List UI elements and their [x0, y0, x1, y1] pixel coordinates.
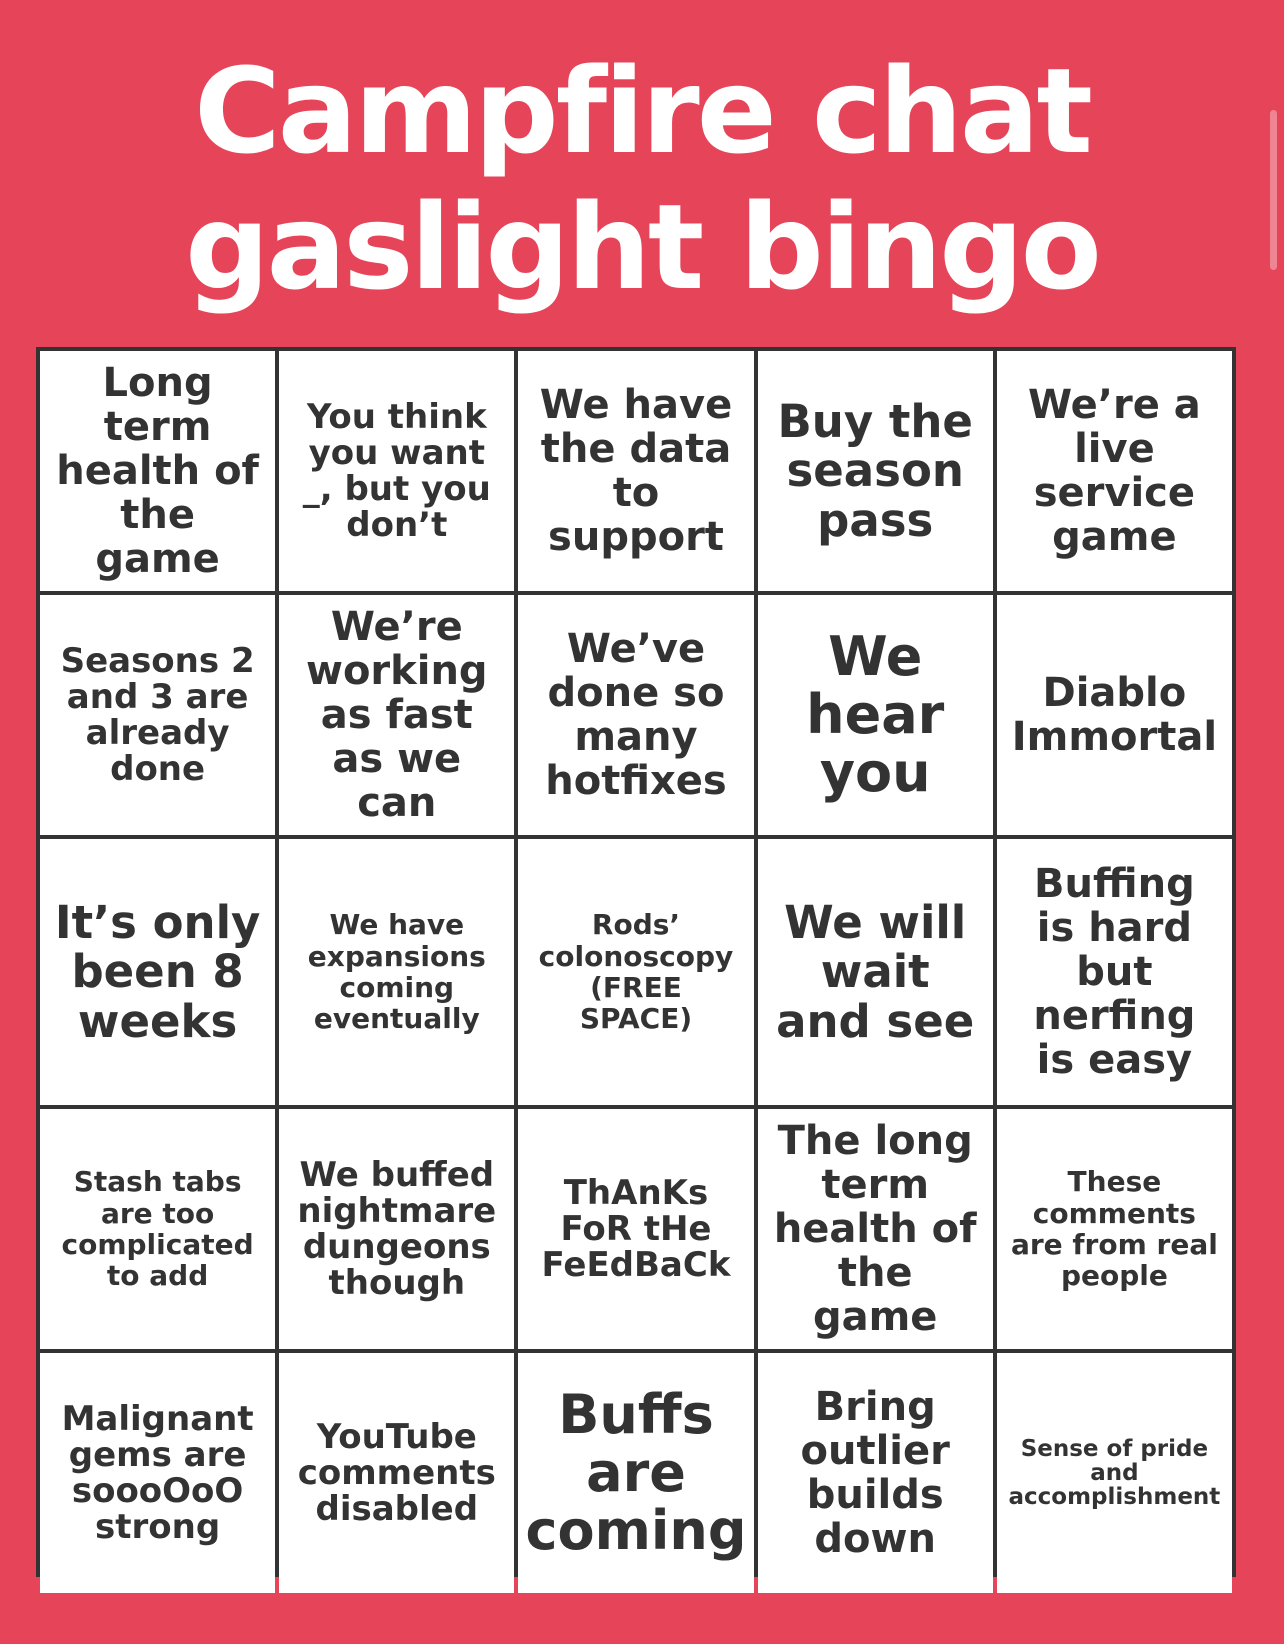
bingo-cell-text: Malignant gems are soooOoO strong [61, 1398, 254, 1548]
bingo-cell-text: We’ve done so many hotfixes [545, 626, 727, 804]
bingo-cell[interactable] [40, 595, 275, 835]
bingo-cell-text: Sense of pride and accomplishment [1008, 1435, 1221, 1511]
bingo-cell[interactable] [40, 839, 275, 1105]
bingo-cell-text: Rods’ colonoscopy (FREE SPACE) [538, 908, 734, 1036]
bingo-cell-text: Buy the season pass [777, 394, 973, 547]
bingo-cell[interactable] [758, 839, 993, 1105]
bingo-cell-text: We’re working as fast as we can [305, 604, 488, 826]
bingo-cell[interactable] [518, 351, 753, 591]
bingo-cell[interactable] [758, 351, 993, 591]
bingo-cell-text: We have the data to support [539, 382, 733, 560]
bingo-cell-text: These comments are from real people [1010, 1165, 1218, 1293]
bingo-cell-text: Diablo Immortal [1011, 670, 1218, 760]
bingo-cell[interactable] [997, 1353, 1232, 1593]
bingo-cell-text: Buffs are coming [525, 1382, 747, 1563]
bingo-cell-text: You think you want _, but you don’t [302, 396, 491, 546]
bingo-cell-text: Buffing is hard but nerfing is easy [1033, 861, 1196, 1083]
bingo-cell[interactable] [40, 351, 275, 591]
bingo-cell-text: ThAnKs FoR tHe FeEdBaCk [541, 1172, 731, 1286]
bingo-cell-text: Long term health of the game [56, 360, 259, 582]
bingo-cell[interactable] [997, 595, 1232, 835]
bingo-cell[interactable] [518, 1109, 753, 1349]
bingo-cell[interactable] [279, 839, 514, 1105]
title-line-2: gaslight bingo [185, 178, 1099, 316]
title-line-1: Campfire chat [194, 42, 1090, 180]
bingo-cell[interactable] [518, 595, 753, 835]
bingo-cell-text: We will wait and see [776, 895, 975, 1048]
bingo-cell-text: It’s only been 8 weeks [54, 895, 261, 1048]
bingo-cell-text: YouTube comments disabled [297, 1416, 496, 1530]
bingo-board [36, 347, 1236, 1577]
bingo-cell-text: We have expansions coming eventually [307, 908, 486, 1036]
bingo-cell[interactable] [279, 1353, 514, 1593]
bingo-cell-text: We’re a live service game [1027, 382, 1201, 560]
bingo-cell[interactable] [758, 1109, 993, 1349]
bingo-cell[interactable] [518, 839, 753, 1105]
bingo-cell[interactable] [997, 1109, 1232, 1349]
bingo-cell[interactable] [997, 839, 1232, 1105]
bingo-cell[interactable] [758, 595, 993, 835]
bingo-cell-text: We buffed nightmare dungeons though [297, 1154, 497, 1304]
bingo-cell[interactable] [758, 1353, 993, 1593]
bingo-cell[interactable] [997, 351, 1232, 591]
bingo-cell[interactable] [40, 1353, 275, 1593]
bingo-cell-text: The long term health of the game [773, 1118, 977, 1340]
bingo-cell-text: Seasons 2 and 3 are already done [60, 640, 255, 790]
bingo-cell-text: Bring outlier builds down [800, 1384, 950, 1562]
bingo-cell-text: We hear you [806, 624, 945, 805]
bingo-cell[interactable] [518, 1353, 753, 1593]
bingo-cell[interactable] [279, 351, 514, 591]
scrollbar-thumb[interactable] [1270, 110, 1277, 270]
bingo-cell[interactable] [279, 595, 514, 835]
bingo-cell[interactable] [40, 1109, 275, 1349]
bingo-cell[interactable] [279, 1109, 514, 1349]
bingo-cell-text: Stash tabs are too complicated to add [61, 1165, 254, 1293]
